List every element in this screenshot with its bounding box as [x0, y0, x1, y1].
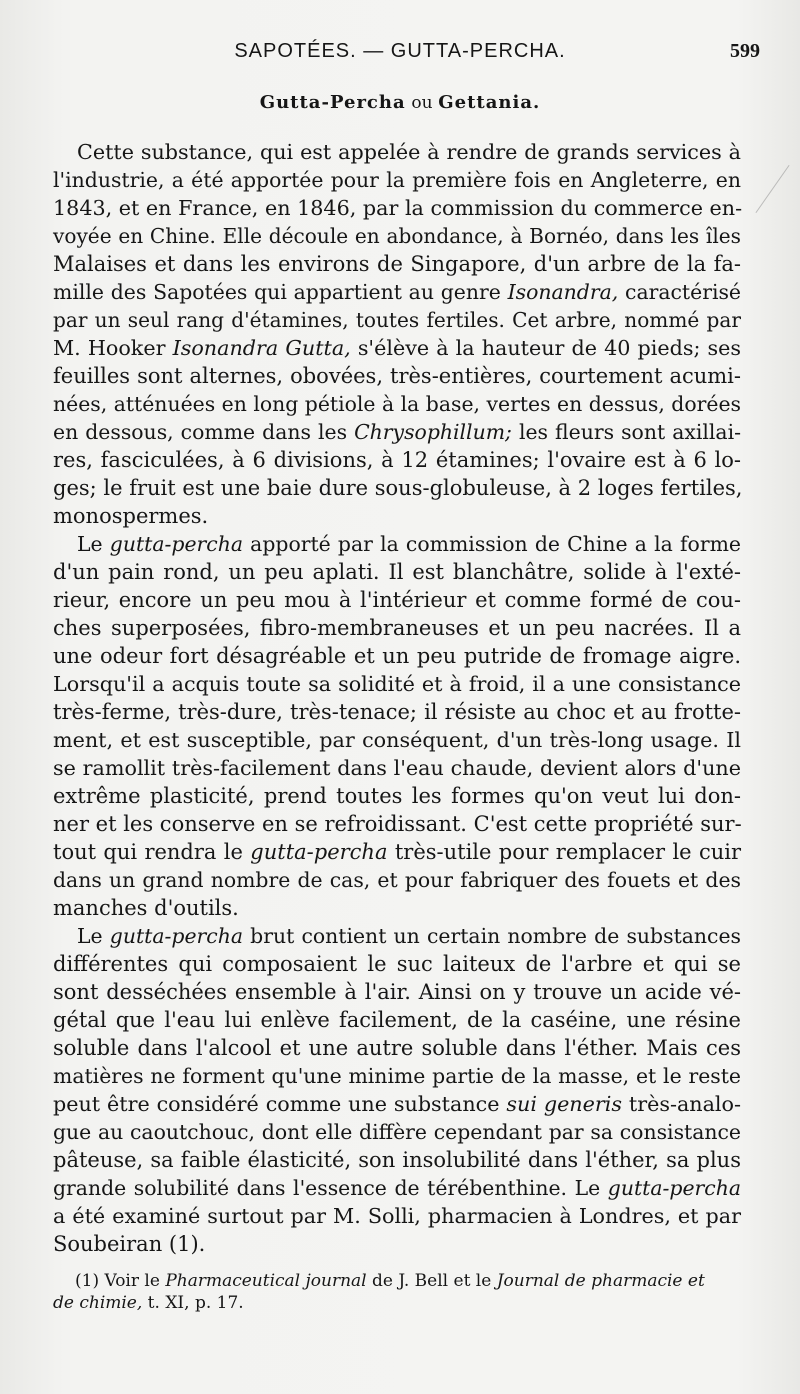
text-line: a été examiné surtout par M. Solli, pharmacien à Londres, et par [53, 1204, 741, 1228]
text-line: 1843, et en France, en 1846, par la commission du commerce en- [53, 196, 743, 220]
text-line: Malaises et dans les environs de Singapore, d'un arbre de la fa- [53, 252, 741, 276]
text-line: Le gutta-percha apporté par la commission de Chine a la forme [77, 532, 741, 556]
text-line: Soubeiran (1). [53, 1232, 206, 1256]
text-line: rieur, encore un peu mou à l'intérieur et comme formé de cou- [53, 588, 741, 612]
section-name-b: Gettania. [438, 92, 541, 113]
text-line: tout qui rendra le gutta-percha très-utile pour remplacer le cuir [53, 840, 741, 864]
section-title [0, 92, 800, 113]
running-head [40, 40, 760, 68]
footnote-line: de chimie, t. XI, p. 17. [53, 1293, 244, 1313]
text-line: Lorsqu'il a acquis toute sa solidité et à froid, il a une consistance [53, 672, 741, 696]
text-line: peut être considéré comme une substance sui generis très-analo- [53, 1092, 741, 1116]
text-line: ches superposées, fibro-membraneuses et un peu nacrées. Il a [53, 616, 741, 640]
section-conjunction: ou [411, 93, 433, 113]
text-line: monospermes. [53, 504, 209, 528]
footnote-line: (1) Voir le Pharmaceutical journal de J. Bell et le Journal de pharmacie et [75, 1271, 705, 1291]
text-line: ner et les conserve en se refroidissant. C'est cette propriété sur- [53, 812, 742, 836]
text-line: très-ferme, très-dure, très-tenace; il résiste au choc et au frotte- [53, 700, 741, 724]
text-line: l'industrie, a été apportée pour la première fois en Angleterre, en [53, 168, 741, 192]
text-line: voyée en Chine. Elle découle en abondance, à Bornéo, dans les îles [53, 224, 741, 248]
text-line: matières ne forment qu'une minime partie de la masse, et le reste [53, 1064, 741, 1088]
text-line: ment, et est susceptible, par conséquent, d'un très-long usage. Il [53, 728, 741, 752]
text-line: manches d'outils. [53, 896, 239, 920]
text-line: Le gutta-percha brut contient un certain nombre de substances [77, 924, 742, 948]
running-title: SAPOTÉES. — GUTTA-PERCHA. [234, 40, 566, 62]
text-line: pâteuse, sa faible élasticité, son insolubilité dans l'éther, sa plus [53, 1148, 741, 1172]
text-line: Cette substance, qui est appelée à rendre de grands services à [77, 140, 741, 164]
text-line: gue au caoutchouc, dont elle diffère cependant par sa consistance [53, 1120, 741, 1144]
page-number: 599 [730, 40, 760, 62]
text-line: M. Hooker Isonandra Gutta, s'élève à la hauteur de 40 pieds; ses [53, 336, 742, 360]
text-line: extrême plasticité, prend toutes les formes qu'on veut lui don- [53, 784, 741, 808]
text-line: soluble dans l'alcool et une autre soluble dans l'éther. Mais ces [53, 1036, 741, 1060]
text-line: ges; le fruit est une baie dure sous-globuleuse, à 2 loges fertiles, [53, 476, 743, 500]
text-line: dans un grand nombre de cas, et pour fabriquer des fouets et des [53, 868, 741, 892]
text-line: une odeur fort désagréable et un peu putride de fromage aigre. [53, 644, 741, 668]
text-line: nées, atténuées en long pétiole à la base, vertes en dessus, dorées [53, 392, 741, 416]
text-line: feuilles sont alternes, obovées, très-entières, courtement acumi- [53, 364, 741, 388]
text-line: différentes qui composaient le suc laiteux de l'arbre et qui se [53, 952, 741, 976]
text-line: res, fasciculées, à 6 divisions, à 12 étamines; l'ovaire est à 6 lo- [53, 448, 741, 472]
text-line: en dessous, comme dans les Chrysophillum; les fleurs sont axillai- [53, 420, 741, 444]
margin-pencil-mark [755, 165, 789, 213]
text-line: sont desséchées ensemble à l'air. Ainsi on y trouve un acide vé- [53, 980, 741, 1004]
text-line: gétal que l'eau lui enlève facilement, de la caséine, une résine [53, 1008, 741, 1032]
section-name-a: Gutta-Percha [259, 92, 406, 113]
text-line: par un seul rang d'étamines, toutes fertiles. Cet arbre, nommé par [53, 308, 741, 332]
text-line: mille des Sapotées qui appartient au genre Isonandra, caractérisé [53, 280, 741, 304]
text-line: d'un pain rond, un peu aplati. Il est blanchâtre, solide à l'exté- [53, 560, 741, 584]
text-line: se ramollit très-facilement dans l'eau chaude, devient alors d'une [53, 756, 741, 780]
text-line: grande solubilité dans l'essence de térébenthine. Le gutta-percha [53, 1176, 741, 1200]
